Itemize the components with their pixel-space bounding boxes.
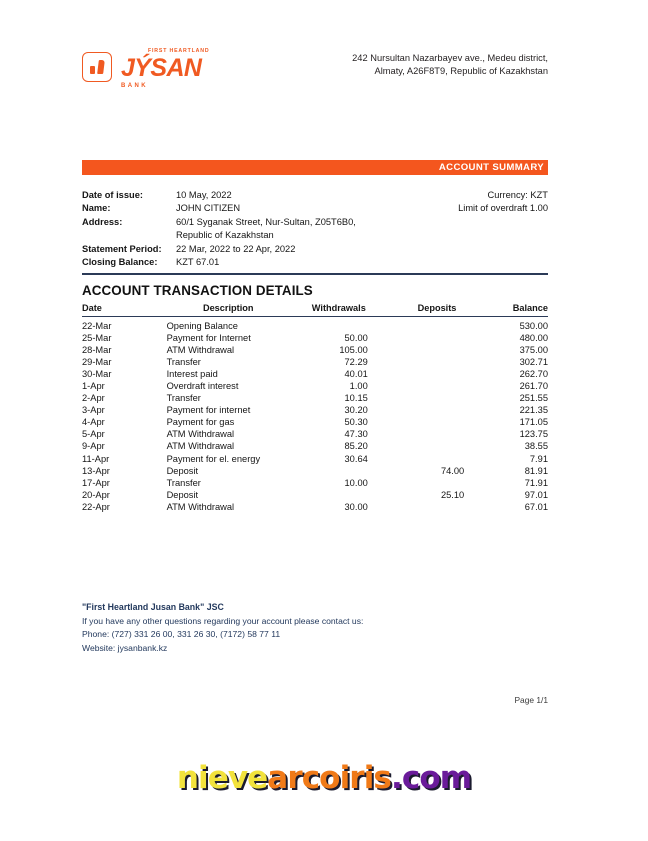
cell-balance: 251.55 [519,393,548,404]
cell-description: ATM Withdrawal [166,429,235,440]
value-statement-period: 22 Mar, 2022 to 22 Apr, 2022 [176,243,296,254]
cell-deposits [388,332,486,344]
summary-row-name [82,202,548,215]
bank-address-line-1: 242 Nursultan Nazarbayev ave., Medeu district, [352,53,548,63]
cell-description: Payment for internet [166,405,251,416]
cell-withdrawals: 30.20 [344,405,368,416]
summary-row-address [82,216,548,229]
cell-withdrawals: 72.29 [344,356,368,367]
logo-subtitle: BANK [121,83,148,89]
cell-description: Opening Balance [166,320,238,331]
cell-description: Deposit [166,465,199,476]
cell-description: Payment for gas [166,417,235,428]
bank-logo [82,48,210,89]
table-row [82,465,548,477]
summary-divider [82,273,548,275]
cell-date: 9-Apr [82,441,105,452]
cell-description: Transfer [166,477,201,488]
cell-withdrawals: 30.00 [344,501,368,512]
cell-withdrawals: 47.30 [344,429,368,440]
jysan-logomark-icon [82,52,112,82]
cell-balance: 221.35 [519,405,548,416]
value-overdraft-limit: Limit of overdraft 1.00 [458,203,548,214]
document-header [82,44,548,96]
logo-tagline: FIRST HEARTLAND [148,48,210,54]
transaction-table [82,302,548,513]
cell-description: ATM Withdrawal [166,501,235,512]
table-row [82,316,548,332]
watermark-part-1: nieve [176,760,268,796]
cell-deposits [388,380,486,392]
column-header-description: Description [167,302,290,316]
cell-deposits: 25.10 [440,489,465,500]
cell-balance: 171.05 [519,417,548,428]
value-address-line-2: Republic of Kazakhstan [176,230,274,241]
cell-withdrawals: 50.30 [344,417,368,428]
cell-description: Interest paid [166,368,218,379]
bank-address-line-2: Almaty, A26F8T9, Republic of Kazakhstan [374,66,548,76]
transaction-table-body [82,316,548,513]
cell-description: Transfer [166,393,201,404]
cell-date: 11-Apr [82,453,110,464]
logo-wordmark [121,48,210,89]
column-header-deposits: Deposits [388,302,486,316]
column-header-date: Date [82,302,167,316]
cell-description: ATM Withdrawal [166,441,235,452]
table-row [82,368,548,380]
summary-row-closing-balance [82,256,548,269]
summary-spacer-3 [424,229,548,242]
cell-deposits [388,416,486,428]
cell-date: 4-Apr [82,417,105,428]
cell-withdrawals: 105.00 [339,344,368,355]
label-date-of-issue: Date of issue: [82,190,143,200]
cell-withdrawals [290,465,388,477]
cell-date: 13-Apr [82,465,110,476]
footer-contact-line: If you have any other questions regarding your account please contact us: [82,615,364,626]
footer-contact-block [82,601,363,655]
cell-balance: 97.01 [524,489,548,500]
bank-address [352,52,548,78]
logomark-bar-left [90,66,95,74]
cell-date: 25-Mar [82,332,112,343]
cell-description: Overdraft interest [166,380,239,391]
footer-phone: Phone: (727) 331 26 00, 331 26 30, (7172) 58 77 11 [82,629,281,640]
cell-withdrawals: 10.15 [344,393,368,404]
cell-description: ATM Withdrawal [166,344,235,355]
summary-row-address-cont [82,229,548,242]
cell-description: Payment for el. energy [166,453,261,464]
transaction-details-title: ACCOUNT TRANSACTION DETAILS [82,283,313,298]
cell-description: Payment for Internet [166,332,251,343]
value-date-of-issue: 10 May, 2022 [176,190,232,200]
table-row [82,477,548,489]
column-header-balance: Balance [486,302,548,316]
cell-description: Transfer [166,356,201,367]
footer-entity-name: "First Heartland Jusan Bank" JSC [82,602,224,612]
label-statement-period: Statement Period: [82,243,162,254]
watermark-part-3: .com [390,760,472,796]
value-address-line-1: 60/1 Syganak Street, Nur-Sultan, Z05T6B0, [176,216,356,227]
table-row [82,392,548,404]
cell-balance: 38.55 [524,441,548,452]
cell-balance: 530.00 [519,320,548,331]
cell-date: 29-Mar [82,356,112,367]
value-closing-balance: KZT 67.01 [176,257,220,268]
cell-balance: 261.70 [519,380,548,391]
watermark-part-2: arcoiris [267,760,391,796]
cell-date: 17-Apr [82,477,110,488]
cell-date: 22-Apr [82,501,110,512]
summary-spacer-4 [424,243,548,256]
cell-date: 3-Apr [82,405,105,416]
summary-row-date-of-issue [82,189,548,202]
table-row [82,453,548,465]
cell-balance: 81.91 [524,465,548,476]
cell-balance: 71.91 [524,477,548,488]
cell-date: 5-Apr [82,429,105,440]
account-summary-title: ACCOUNT SUMMARY [438,162,544,173]
table-row [82,404,548,416]
page-number: Page 1/1 [514,695,548,705]
cell-deposits [388,428,486,440]
table-row [82,489,548,501]
cell-description: Deposit [166,489,199,500]
cell-withdrawals: 50.00 [344,332,368,343]
table-row [82,356,548,368]
table-row [82,380,548,392]
cell-deposits [388,404,486,416]
cell-deposits [388,453,486,465]
cell-deposits [388,316,486,332]
cell-deposits [388,392,486,404]
account-summary-band [82,160,548,175]
summary-spacer-2 [82,229,176,242]
label-address: Address: [82,216,123,227]
value-name: JOHN CITIZEN [176,203,241,214]
watermark [0,760,648,796]
table-row [82,440,548,452]
cell-deposits [388,440,486,452]
summary-spacer-1 [424,216,548,229]
transaction-table-head [82,302,548,316]
transaction-header-row [82,302,548,316]
table-row [82,416,548,428]
cell-balance: 262.70 [519,368,548,379]
cell-deposits [388,501,486,513]
summary-row-statement-period [82,243,548,256]
cell-date: 2-Apr [82,393,105,404]
account-summary-fields [82,189,548,269]
cell-deposits [388,368,486,380]
table-row [82,501,548,513]
cell-withdrawals: 40.01 [344,368,368,379]
column-header-withdrawals: Withdrawals [290,302,388,316]
cell-deposits [388,477,486,489]
cell-deposits: 74.00 [440,465,465,476]
table-row [82,428,548,440]
cell-date: 22-Mar [82,320,112,331]
table-row [82,332,548,344]
logomark-bar-right [97,60,105,74]
cell-date: 30-Mar [82,368,112,379]
value-currency: Currency: KZT [487,190,548,200]
cell-withdrawals: 10.00 [344,477,368,488]
cell-withdrawals: 1.00 [349,380,368,391]
cell-withdrawals: 85.20 [344,441,368,452]
cell-withdrawals: 30.64 [344,453,368,464]
transaction-table-wrapper [82,302,548,513]
cell-balance: 7.91 [529,453,548,464]
logo-name: JÝSAN [121,54,202,82]
cell-date: 28-Mar [82,344,112,355]
label-closing-balance: Closing Balance: [82,257,158,268]
cell-balance: 67.01 [524,501,548,512]
label-name: Name: [82,203,111,214]
cell-balance: 480.00 [519,332,548,343]
cell-balance: 375.00 [519,344,548,355]
cell-balance: 123.75 [519,429,548,440]
cell-date: 20-Apr [82,489,110,500]
cell-withdrawals [290,316,388,332]
table-row [82,344,548,356]
cell-deposits [388,356,486,368]
summary-spacer-5 [424,256,548,269]
cell-balance: 302.71 [519,356,548,367]
footer-website: Website: jysanbank.kz [82,642,168,653]
cell-withdrawals [290,489,388,501]
cell-date: 1-Apr [82,380,105,391]
cell-deposits [388,344,486,356]
